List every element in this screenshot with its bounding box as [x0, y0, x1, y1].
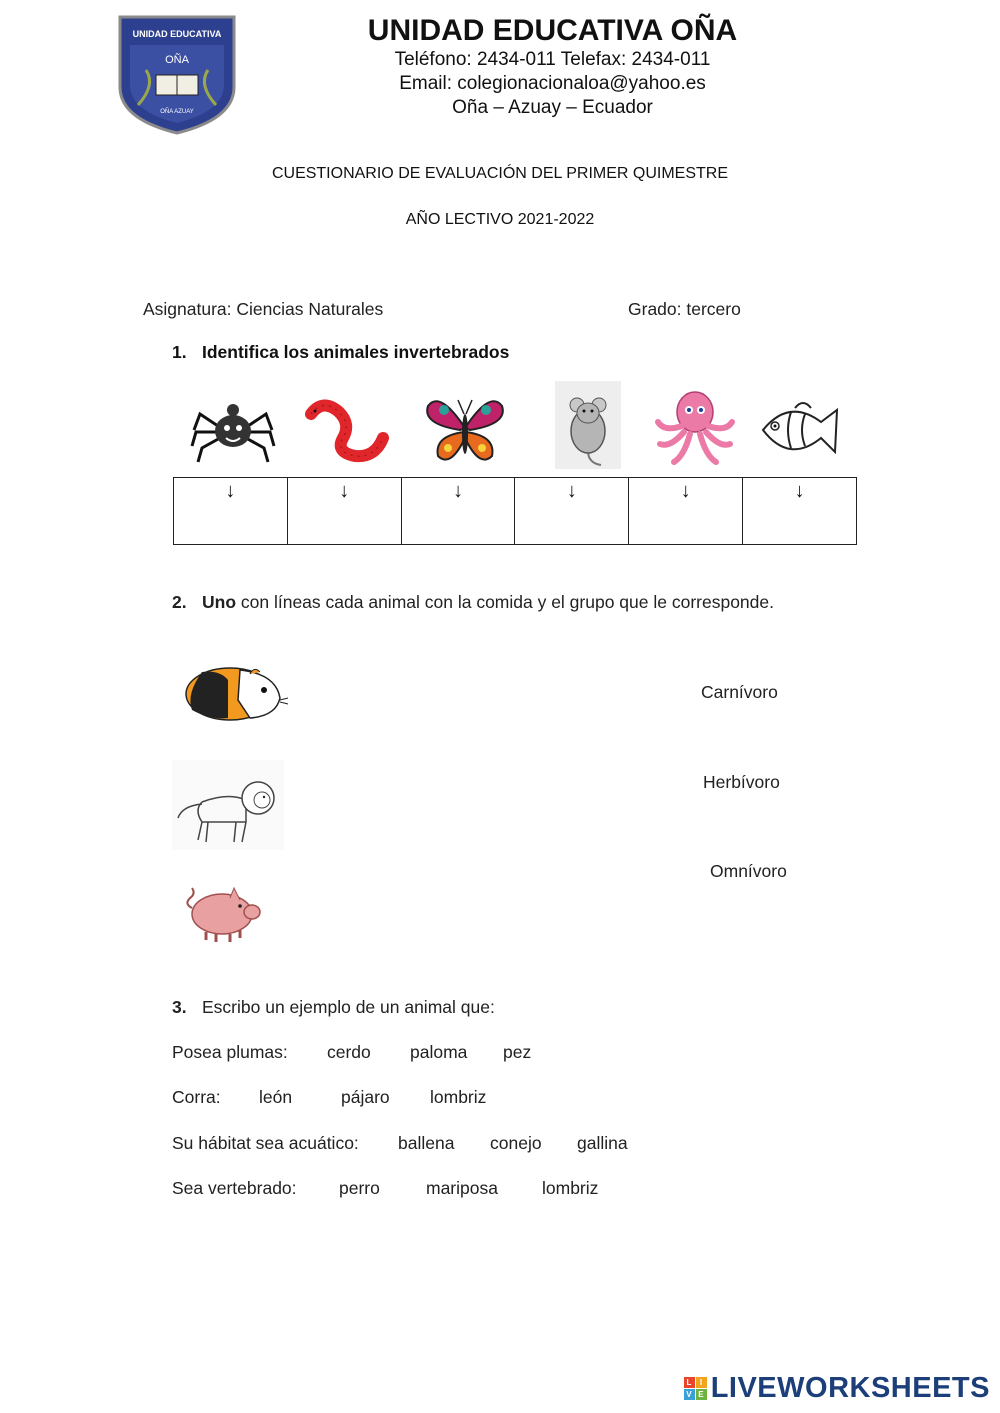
q3-row-1-label: Posea plumas:	[172, 1042, 288, 1062]
location-line: Oña – Azuay – Ecuador	[452, 97, 653, 118]
spider-image	[188, 386, 278, 476]
lion-image[interactable]	[172, 760, 284, 850]
q3-option-pajaro[interactable]: pájaro	[341, 1087, 390, 1107]
grade-label: Grado: tercero	[628, 299, 741, 319]
guinea-pig-image[interactable]	[180, 660, 290, 735]
down-arrow-icon: ↓	[225, 480, 236, 502]
group-herbivore[interactable]: Herbívoro	[703, 772, 780, 792]
q3-row-3-label: Su hábitat sea acuático:	[172, 1133, 359, 1153]
down-arrow-icon: ↓	[566, 480, 577, 502]
question-3-text: Escribo un ejemplo de un animal que:	[202, 997, 495, 1017]
liveworksheets-text: LIVEWORKSHEETS	[710, 1372, 990, 1404]
q3-option-conejo[interactable]: conejo	[490, 1133, 542, 1153]
q3-row-2-label: Corra:	[172, 1087, 221, 1107]
logo-text-mid: OÑA	[165, 54, 189, 66]
butterfly-image	[420, 384, 510, 474]
fish-image	[755, 386, 845, 476]
question-2	[172, 592, 774, 613]
document-title: CUESTIONARIO DE EVALUACIÓN DEL PRIMER QUIMESTRE	[271, 165, 729, 182]
q3-option-gallina[interactable]: gallina	[577, 1133, 628, 1153]
down-arrow-icon: ↓	[339, 480, 350, 502]
pig-image[interactable]	[180, 872, 270, 947]
liveworksheets-logo-icon: L I V E	[684, 1377, 707, 1400]
down-arrow-icon: ↓	[453, 480, 464, 502]
q3-option-ballena[interactable]: ballena	[398, 1133, 455, 1153]
q3-option-cerdo[interactable]: cerdo	[327, 1042, 371, 1062]
phone-line: Teléfono: 2434-011 Telefax: 2434-011	[394, 49, 711, 70]
answer-cell-6[interactable]	[743, 478, 857, 545]
q3-option-lombriz-2[interactable]: lombriz	[542, 1178, 599, 1198]
question-2-bold-word: Uno	[202, 592, 237, 612]
q3-option-lombriz[interactable]: lombriz	[430, 1087, 487, 1107]
question-3-number: 3.	[172, 997, 187, 1017]
group-carnivore[interactable]: Carnívoro	[701, 682, 778, 702]
liveworksheets-brand[interactable]	[684, 1372, 990, 1405]
answer-cell-4[interactable]	[515, 478, 629, 545]
question-1-number: 1.	[172, 342, 187, 362]
answer-cell-5[interactable]	[629, 478, 743, 545]
question-2-number: 2.	[172, 592, 187, 612]
question-3	[172, 997, 495, 1018]
email-line: Email: colegionacionaloa@yahoo.es	[399, 73, 706, 94]
answer-cell-2[interactable]	[287, 478, 401, 545]
question-1-text: Identifica los animales invertebrados	[202, 342, 510, 362]
q3-option-mariposa[interactable]: mariposa	[426, 1178, 498, 1198]
q3-option-perro[interactable]: perro	[339, 1178, 380, 1198]
school-name: UNIDAD EDUCATIVA OÑA	[367, 14, 738, 47]
school-year: AÑO LECTIVO 2021-2022	[405, 211, 595, 228]
subject-label: Asignatura: Ciencias Naturales	[143, 299, 384, 319]
down-arrow-icon: ↓	[680, 480, 691, 502]
octopus-image	[650, 386, 740, 476]
answer-cell-3[interactable]	[401, 478, 515, 545]
invertebrate-answer-grid	[173, 477, 857, 545]
logo-text-bottom: OÑA AZUAY	[160, 109, 194, 115]
group-omnivore[interactable]: Omnívoro	[710, 861, 787, 881]
answer-cell-1[interactable]	[174, 478, 288, 545]
q3-option-pez[interactable]: pez	[503, 1042, 532, 1062]
mouse-image	[555, 381, 621, 469]
worm-image	[303, 386, 393, 476]
question-2-text: con líneas cada animal con la comida y el grupo que le corresponde.	[236, 592, 774, 612]
school-logo	[116, 15, 238, 135]
question-1	[172, 342, 509, 363]
down-arrow-icon: ↓	[794, 480, 805, 502]
q3-row-4-label: Sea vertebrado:	[172, 1178, 297, 1198]
q3-option-paloma[interactable]: paloma	[410, 1042, 468, 1062]
logo-text-top: UNIDAD EDUCATIVA	[132, 29, 222, 39]
q3-option-leon[interactable]: león	[259, 1087, 293, 1107]
